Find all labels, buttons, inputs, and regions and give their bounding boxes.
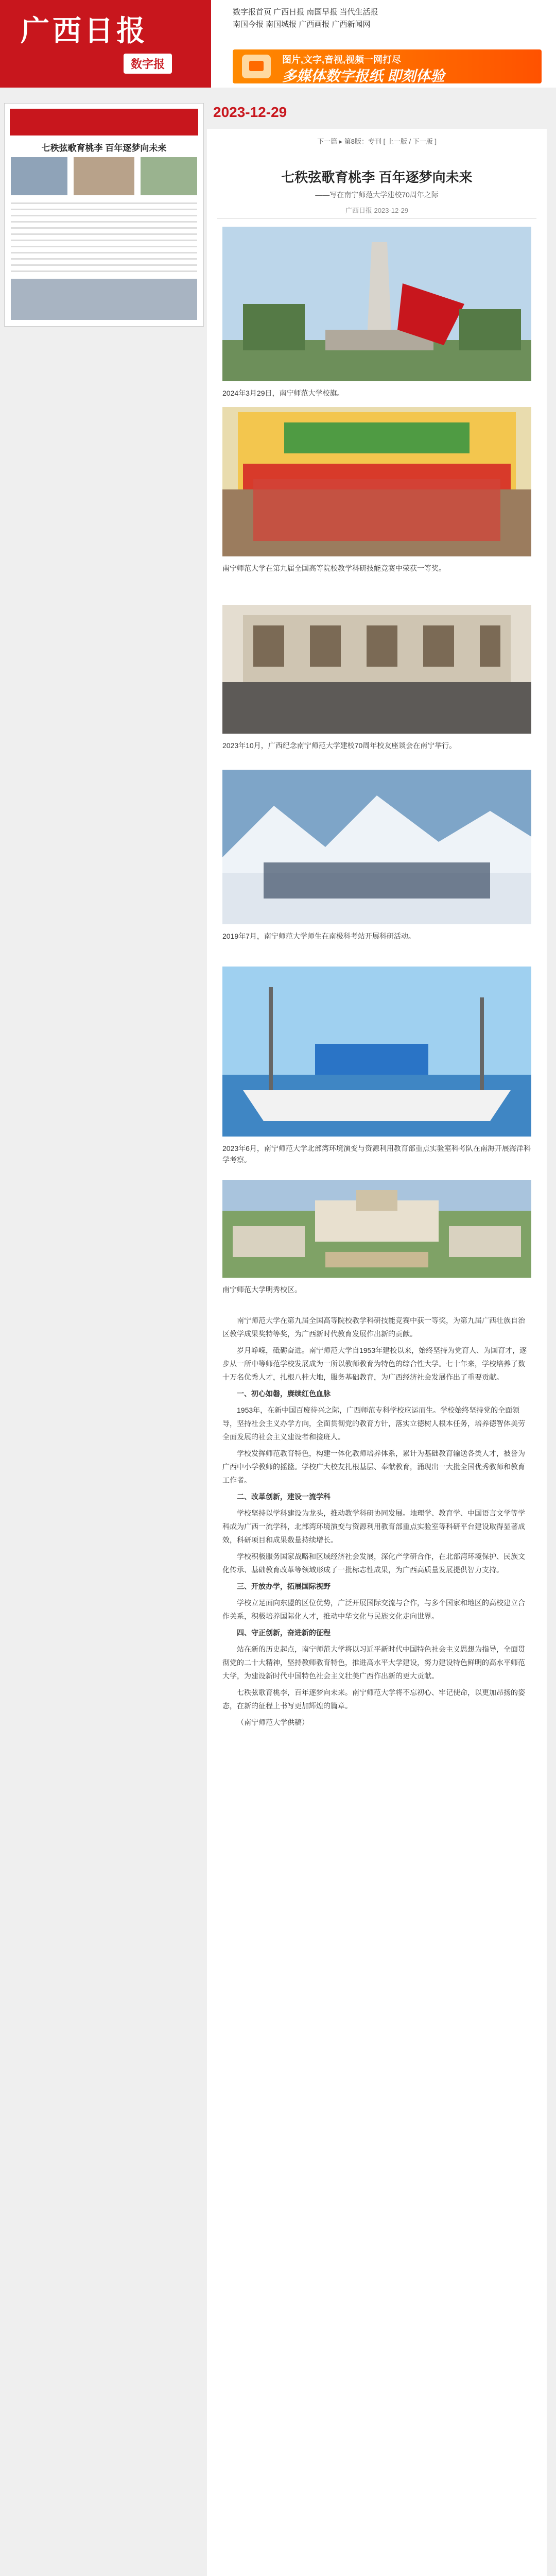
promo-banner[interactable]	[233, 49, 542, 83]
thumbnail-photo	[74, 157, 134, 195]
article-title: 七秩弦歌育桃李 百年逐梦向未来	[281, 170, 473, 185]
thumbnail-text-line	[11, 215, 197, 216]
article-pager-top[interactable]: 下一篇 ▸ 第8版：专刊 [ 上一版 / 下一版 ]	[317, 138, 437, 145]
top-links-row[interactable]: 数字报首页 广西日报 南国早报 当代生活报	[233, 8, 378, 16]
article-paragraph: 学校积极服务国家战略和区域经济社会发展，深化产学研合作，在北部湾环境保护、民族文化传承、基础教育改革等领域形成了一批标志性成果，为广西高质量发展提供智力支持。	[222, 1552, 525, 1574]
article-photo	[222, 407, 531, 556]
article-photo	[222, 227, 531, 381]
newspaper-icon	[242, 55, 271, 78]
article-paragraph: 南宁师范大学在第九届全国高等院校教学科研技能竞赛中获一等奖，为第九届广西壮族自治区教学成果奖特等奖，为广西新时代教育发展作出新的贡献。	[222, 1316, 525, 1338]
logo-text: 广西日报	[21, 14, 148, 48]
masthead-logo[interactable]	[0, 0, 211, 88]
article-body	[222, 1314, 531, 1732]
thumbnail-text-line	[11, 270, 197, 272]
article-photo	[222, 770, 531, 924]
section-heading: 一、初心如磐，赓续红色血脉	[237, 1389, 331, 1398]
thumbnail-text-line	[11, 202, 197, 204]
thumbnail-text-line	[11, 264, 197, 266]
photo-caption: 2019年7月，南宁师范大学师生在南极科考站开展科研活动。	[222, 932, 415, 940]
thumbnail-text-line	[11, 258, 197, 260]
photo-caption: 南宁师范大学明秀校区。	[222, 1285, 302, 1294]
photo-caption: 2023年10月，广西纪念南宁师范大学建校70周年校友座谈会在南宁举行。	[222, 741, 457, 750]
thumbnail-text-line	[11, 246, 197, 247]
thumbnail-text-line	[11, 209, 197, 210]
thumbnail-text-line	[11, 240, 197, 241]
thumbnail-text-line	[11, 252, 197, 253]
thumbnail-photo	[11, 157, 67, 195]
promo-line-1: 图片,文字,音视,视频一网打尽	[282, 55, 402, 65]
article-panel	[207, 129, 547, 2576]
article-subtitle: ——写在南宁师范大学建校70周年之际	[315, 191, 439, 199]
photo-caption: 南宁师范大学在第九届全国高等院校教学科研技能竞赛中荣获一等奖。	[222, 564, 446, 572]
section-heading: 四、守正创新，奋进新的征程	[237, 1629, 331, 1637]
photo-caption: 2023年6月，南宁师范大学北部湾环境演变与资源利用教育部重点实验室科考队在南海开展海洋科学考察。	[222, 1144, 531, 1164]
top-links-row[interactable]: 南国今报 南国城报 广西画报 广西新闻网	[233, 20, 371, 29]
article-paragraph: 学校立足面向东盟的区位优势，广泛开展国际交流与合作，与多个国家和地区的高校建立合作关系，积极培养国际化人才，推动中华文化与民族文化走向世界。	[222, 1599, 525, 1620]
thumbnail-photo	[11, 279, 197, 320]
top-header	[0, 0, 556, 88]
article-paragraph: 岁月峥嵘，砥砺奋进。南宁师范大学自1953年建校以来，始终坚持为党育人、为国育才，逐步从一所中等师范学校发展成为一所以教师教育为特色的综合性大学。七十年来，学校培养了数十万名优秀人才，扎根八桂大地，服务基础教育，为广西经济社会发展作出了重要贡献。	[222, 1346, 527, 1381]
photo-polar-research	[222, 770, 531, 924]
article-paragraph: 学校坚持以学科建设为龙头，推动教学科研协同发展。地理学、教育学、中国语言文学等学科成为广西一流学科，北部湾环境演变与资源利用教育部重点实验室等科研平台建设取得显著成效，科研项目和成果数量持续增长。	[222, 1509, 525, 1544]
promo-line-2: 多媒体数字报纸 即刻体验	[282, 68, 445, 84]
article-meta: 广西日报 2023-12-29	[345, 207, 409, 214]
thumbnail-photo	[141, 157, 197, 195]
photo-campus	[222, 1180, 531, 1278]
thumbnail-masthead	[10, 109, 198, 135]
photo-monument	[222, 227, 531, 381]
article-paragraph: 站在新的历史起点，南宁师范大学将以习近平新时代中国特色社会主义思想为指导，全面贯彻党的二十大精神，坚持教师教育特色，推进高水平大学建设，努力建设特色鲜明的高水平师范大学，为建设新时代中国特色社会主义壮美广西作出新的更大贡献。	[222, 1645, 525, 1680]
thumbnail-text-line	[11, 221, 197, 223]
logo-badge: 数字报	[124, 54, 172, 74]
top-links	[233, 6, 378, 31]
photo-group-award	[222, 407, 531, 556]
article-photo	[222, 605, 531, 734]
article-photo	[222, 1180, 531, 1278]
article-paragraph: 1953年，在新中国百废待兴之际，广西师范专科学校应运而生。学校始终坚持党的全面领导，坚持社会主义办学方向，全面贯彻党的教育方针，落实立德树人根本任务，培养德智体美劳全面发展的社会主义建设者和接班人。	[222, 1406, 525, 1441]
photo-sea-expedition	[222, 967, 531, 1137]
photo-alumni-meeting	[222, 605, 531, 734]
divider	[217, 218, 536, 219]
thumbnail-text-line	[11, 233, 197, 235]
article-photo	[222, 967, 531, 1137]
photo-caption: 2024年3月29日，南宁师范大学校旗。	[222, 389, 344, 397]
section-heading: 三、开放办学，拓展国际视野	[237, 1582, 331, 1590]
section-heading: 二、改革创新，建设一流学科	[237, 1493, 331, 1501]
page-thumbnail[interactable]	[4, 103, 204, 327]
thumbnail-text-line	[11, 227, 197, 229]
article-paragraph: 七秩弦歌育桃李，百年逐梦向未来。南宁师范大学将不忘初心、牢记使命，以更加昂扬的姿态，在新的征程上书写更加辉煌的篇章。	[222, 1688, 525, 1710]
article-source: （南宁师范大学供稿）	[237, 1718, 309, 1726]
edition-date: 2023-12-29	[213, 104, 287, 120]
article-paragraph: 学校发挥师范教育特色，构建一体化教师培养体系，累计为基础教育输送各类人才，被誉为广西中小学教师的摇篮。学校广大校友扎根基层、奉献教育，涌现出一大批全国优秀教师和教育工作者。	[222, 1449, 525, 1484]
thumbnail-headline: 七秩弦歌育桃李 百年逐梦向未来	[41, 143, 167, 153]
